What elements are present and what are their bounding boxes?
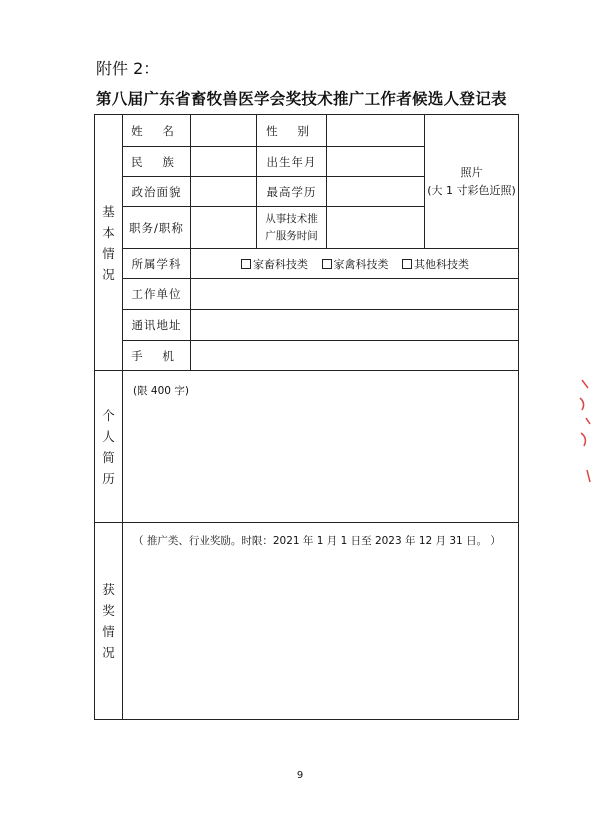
- red-stamp-mark: [578, 378, 592, 488]
- form-title: 第八届广东省畜牧兽医学会奖技术推广工作者候选人登记表: [96, 90, 507, 108]
- checkbox-icon[interactable]: [322, 259, 332, 269]
- option-livestock[interactable]: 家畜科技类: [241, 258, 308, 271]
- phone-field[interactable]: [191, 341, 519, 371]
- registration-form-table: [94, 114, 519, 720]
- gender-label: 性 别: [257, 115, 327, 147]
- checkbox-icon[interactable]: [241, 259, 251, 269]
- position-title-label: 职务/职称: [123, 207, 191, 249]
- photo-size-note: (大 1 寸彩色近照): [427, 183, 516, 197]
- option-other[interactable]: 其他科技类: [402, 258, 469, 271]
- gender-field[interactable]: [327, 115, 425, 147]
- resume-word-limit-note: (限 400 字): [133, 385, 189, 397]
- awards-note: （ 推广类、行业奖励。时限：2021 年 1 月 1 日至 2023 年 12 月 31 日。 ）: [133, 535, 501, 547]
- section-resume: 个 人 简 历: [95, 371, 123, 523]
- education-label: 最高学历: [257, 177, 327, 207]
- phone-label: 手 机: [123, 341, 191, 371]
- option-poultry[interactable]: 家禽科技类: [322, 258, 389, 271]
- resume-field[interactable]: [123, 371, 519, 523]
- discipline-options: [191, 249, 519, 279]
- service-time-label: 从事技术推 广服务时间: [257, 207, 327, 249]
- checkbox-icon[interactable]: [402, 259, 412, 269]
- name-field[interactable]: [191, 115, 257, 147]
- ethnicity-label: 民 族: [123, 147, 191, 177]
- name-label: 姓 名: [123, 115, 191, 147]
- attachment-label: 附件 2：: [96, 59, 160, 78]
- page-number: 9: [296, 770, 304, 781]
- birth-date-label: 出生年月: [257, 147, 327, 177]
- discipline-label: 所属学科: [123, 249, 191, 279]
- birth-date-field[interactable]: [327, 147, 425, 177]
- ethnicity-field[interactable]: [191, 147, 257, 177]
- position-title-field[interactable]: [191, 207, 257, 249]
- workplace-field[interactable]: [191, 279, 519, 310]
- workplace-label: 工作单位: [123, 279, 191, 310]
- section-awards: 获 奖 情 况: [95, 523, 123, 720]
- photo-label: 照片: [460, 165, 483, 179]
- political-status-label: 政治面貌: [123, 177, 191, 207]
- service-time-field[interactable]: [327, 207, 425, 249]
- political-status-field[interactable]: [191, 177, 257, 207]
- section-basic-info: 基 本 情 况: [95, 115, 123, 371]
- education-field[interactable]: [327, 177, 425, 207]
- awards-field[interactable]: [123, 523, 519, 720]
- address-label: 通讯地址: [123, 310, 191, 341]
- photo-area[interactable]: [425, 115, 519, 249]
- address-field[interactable]: [191, 310, 519, 341]
